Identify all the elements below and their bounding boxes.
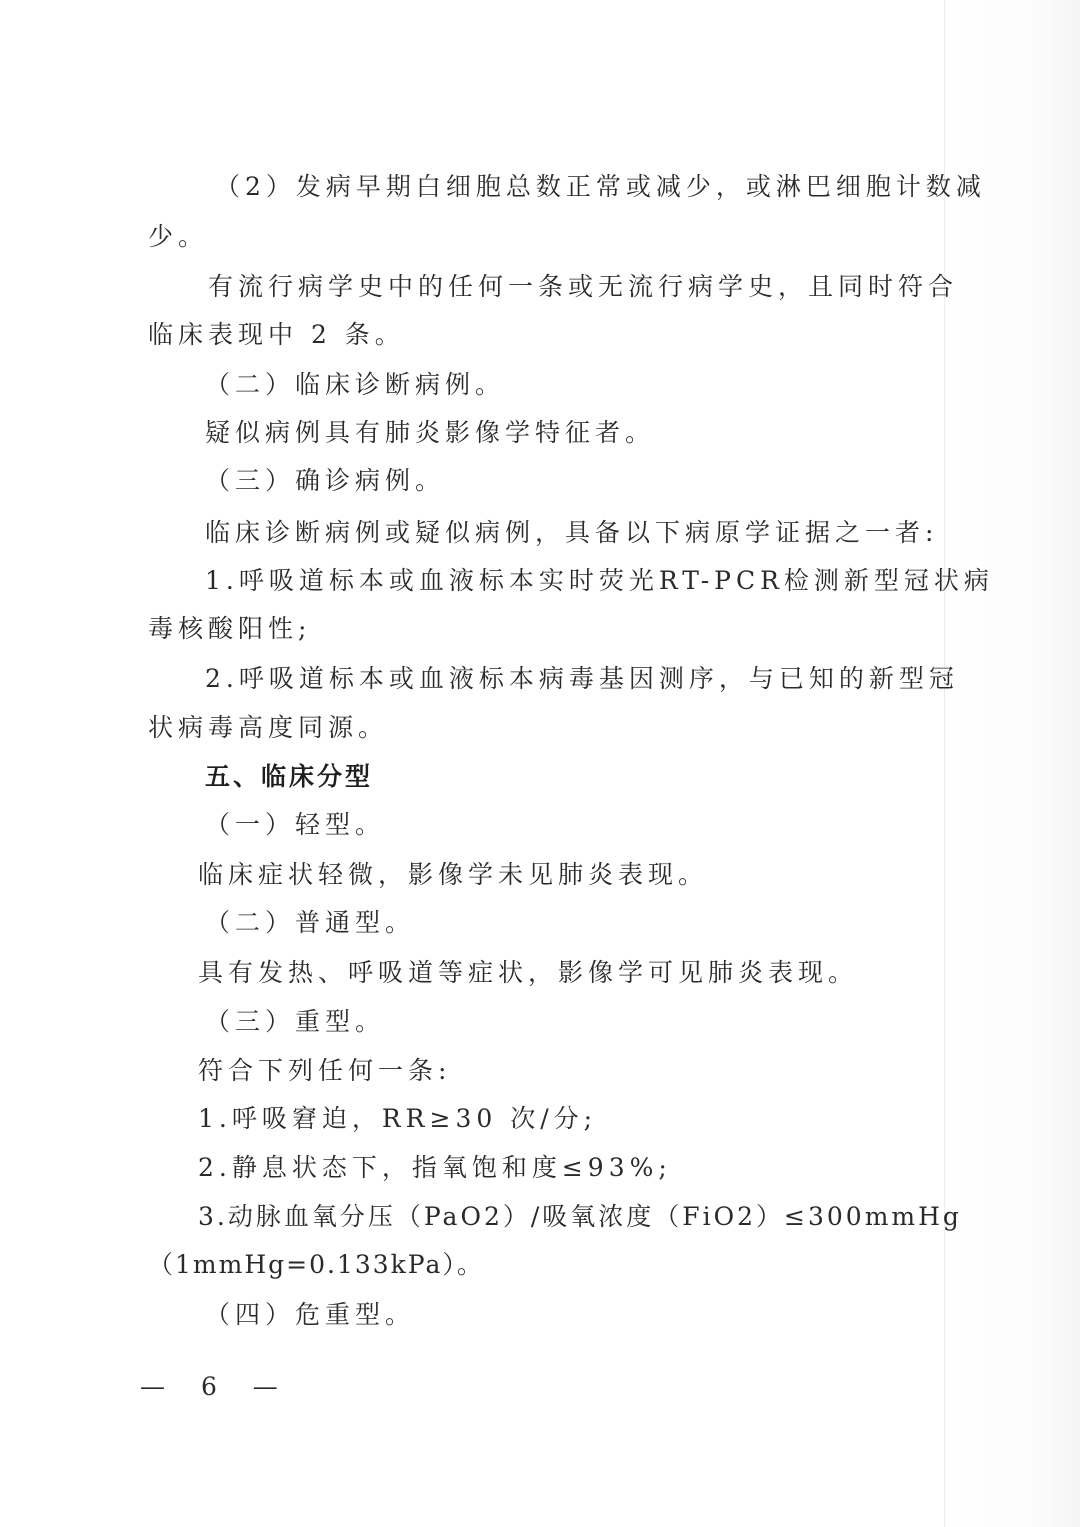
subheading-mild-type: （一）轻型。 <box>205 810 386 839</box>
subheading-common-type: （二）普通型。 <box>205 908 416 937</box>
scan-edge-shadow <box>946 0 1080 1527</box>
text-line-suspect-criteria: 有流行病学史中的任何一条或无流行病学史，且同时符合 <box>208 272 959 301</box>
text-line-suspect-criteria-cont: 临床表现中 2 条。 <box>148 320 405 349</box>
text-line-lab-finding-2: （2）发病早期白细胞总数正常或减少，或淋巴细胞计数减 <box>215 172 986 201</box>
text-line-evidence-1: 1.呼吸道标本或血液标本实时荧光RT-PCR检测新型冠状病 <box>205 566 994 595</box>
text-line-severe-2: 2.静息状态下，指氧饱和度≤93%; <box>198 1153 672 1182</box>
text-line-confirmed-criteria: 临床诊断病例或疑似病例，具备以下病原学证据之一者: <box>205 518 939 547</box>
text-line-common-type: 具有发热、呼吸道等症状，影像学可见肺炎表现。 <box>198 958 859 987</box>
text-line-mild-type: 临床症状轻微，影像学未见肺炎表现。 <box>198 860 709 889</box>
subheading-severe-type: （三）重型。 <box>205 1007 386 1036</box>
text-line-lab-finding-2-cont: 少。 <box>148 222 209 251</box>
subheading-confirmed-case: （三）确诊病例。 <box>205 466 446 495</box>
scan-fold-line <box>944 0 945 1527</box>
subheading-clinical-diagnosis: （二）临床诊断病例。 <box>205 370 506 399</box>
text-line-evidence-1-cont: 毒核酸阳性; <box>148 614 312 643</box>
text-line-evidence-2: 2.呼吸道标本或血液标本病毒基因测序，与已知的新型冠 <box>205 664 959 693</box>
text-line-severe-3: 3.动脉血氧分压（PaO2）/吸氧浓度（FiO2）≤300mmHg <box>198 1202 962 1231</box>
page-number: — 6 — <box>140 1372 292 1401</box>
text-line-severe-criteria: 符合下列任何一条: <box>198 1056 452 1085</box>
section-heading-clinical-classification: 五、临床分型 <box>205 762 374 791</box>
subheading-critical-type: （四）危重型。 <box>205 1300 416 1329</box>
text-line-clinical-diagnosis: 疑似病例具有肺炎影像学特征者。 <box>205 418 656 447</box>
text-line-evidence-2-cont: 状病毒高度同源。 <box>148 713 389 742</box>
text-line-severe-1: 1.呼吸窘迫，RR≥30 次/分; <box>198 1104 598 1133</box>
text-line-severe-3-cont: （1mmHg=0.133kPa）。 <box>148 1250 484 1279</box>
